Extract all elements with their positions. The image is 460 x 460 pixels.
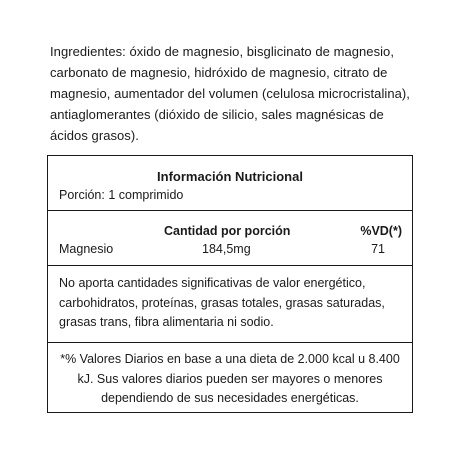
nutrition-header-section <box>48 156 412 210</box>
nutrition-note-section <box>48 266 412 342</box>
nutrient-name: Magnesio <box>59 242 114 256</box>
daily-value-footnote: *% Valores Diarios en base a una dieta de 2.000 kcal u 8.400 kJ. Sus valores diarios pueden ser mayores o menores dependiendo de sus necesidades energéticas. <box>60 352 400 405</box>
portion-size: Porción: 1 comprimido <box>59 188 184 202</box>
nutrition-facts-panel <box>47 155 413 413</box>
column-header-dv: %VD(*) <box>360 224 402 238</box>
nutrient-amount: 184,5mg <box>202 242 251 256</box>
ingredients-text: Ingredientes: óxido de magnesio, bisglicinato de magnesio, carbonato de magnesio, hidróxido de magnesio, citrato de magnesio, aumentador del volumen (celulosa microcristalina), antiaglomerantes (dióxido de silicio, sales magnésicas de ácidos grasos). <box>50 44 410 143</box>
nutrient-dv: 71 <box>371 242 385 256</box>
nutrient-table <box>48 211 412 265</box>
panel-title: Información Nutricional <box>157 169 303 184</box>
footnote-section <box>48 343 412 413</box>
column-header-amount: Cantidad por porción <box>164 224 291 238</box>
nutrition-note: No aporta cantidades significativas de valor energético, carbohidratos, proteínas, grasas totales, grasas saturadas, grasas trans, fibra alimentaria ni sodio. <box>59 276 385 329</box>
